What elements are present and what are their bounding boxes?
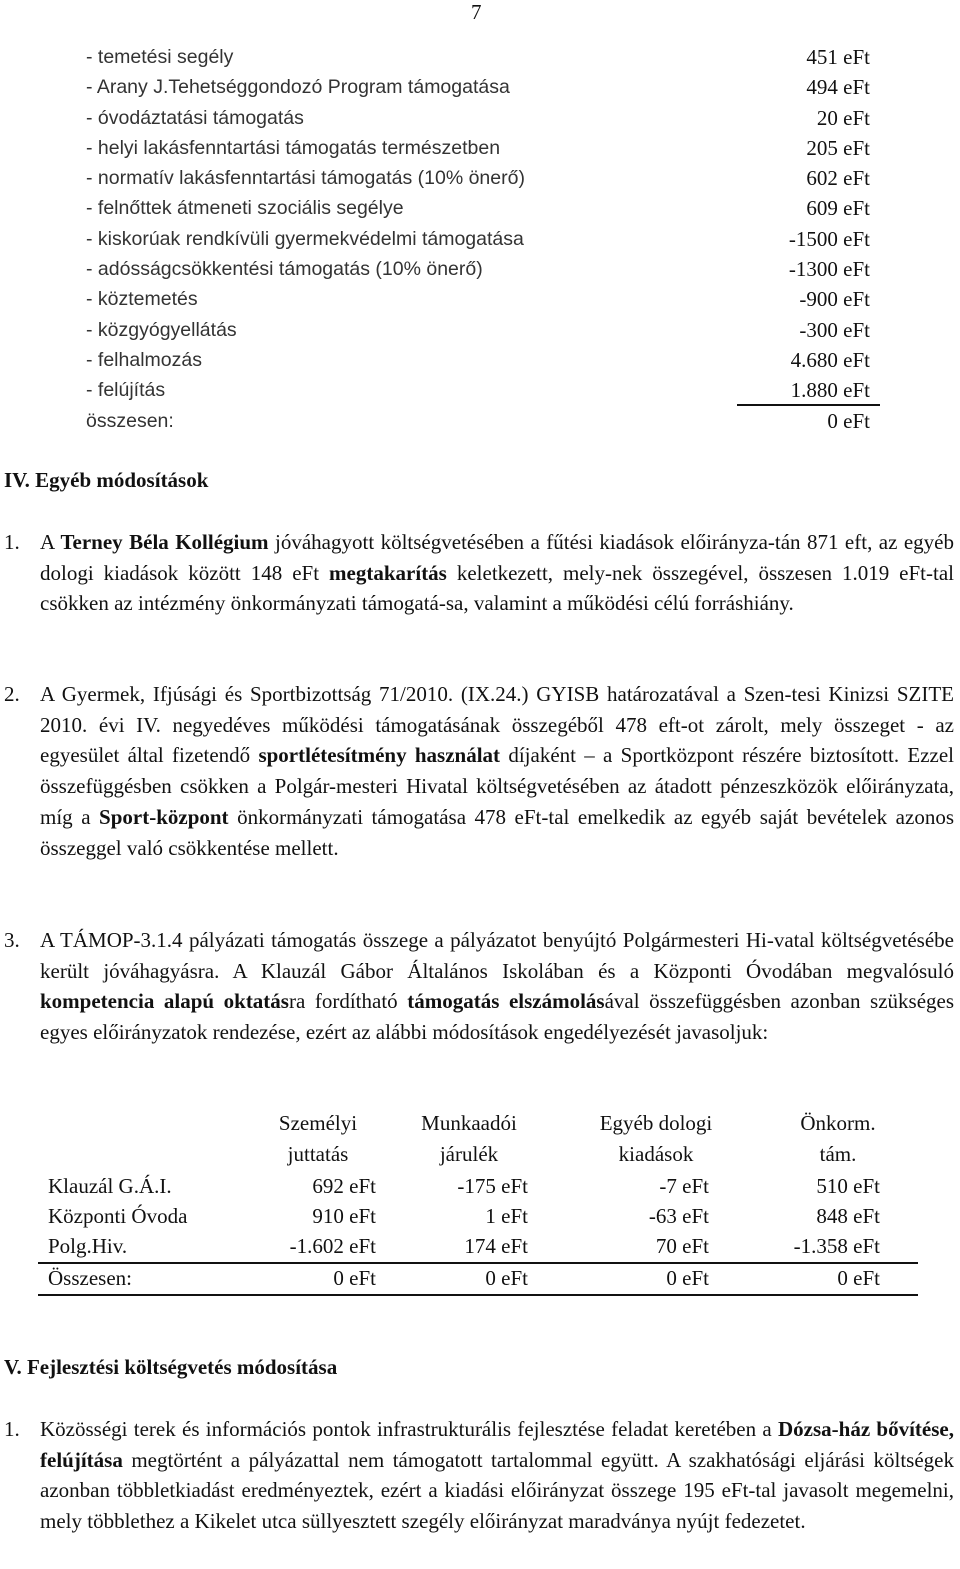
budget-item-value: -1500 eFt: [788, 226, 870, 251]
table-header-personal: [256, 1108, 380, 1170]
budget-item-row: [86, 163, 876, 193]
budget-item-label: - köztemetés: [86, 288, 198, 311]
header-line: járulék: [439, 1142, 499, 1166]
budget-item-label: - felnőttek átmeneti szociális segélye: [86, 197, 404, 220]
section-heading-v: V. Fejlesztési költségvetés módosítása: [4, 1355, 338, 1379]
budget-item-row: [86, 254, 876, 284]
budget-item-row: [86, 315, 876, 345]
budget-item-value: 609 eFt: [806, 196, 870, 221]
budget-item-row: [86, 406, 876, 436]
bold-text: sportlétesítmény használat: [258, 743, 501, 768]
table-cell: 174 eFt: [464, 1234, 528, 1258]
budget-item-label: - közgyógyellátás: [86, 318, 237, 341]
text: megtörtént a pályázattal nem támogatott tartalommal együtt. A szakhatósági eljárási költségek azonban többletkiadást eredményeztek, ezért a kiadási előirányzat összege 195 eFt-tal javasolt megemelni, mely többlethez a Kikelet utca süllyesztett szegély előirányzat maradványa nyújt fedezetet.: [40, 1447, 954, 1534]
budget-item-label: - normatív lakásfenntartási támogatás (10% önerő): [86, 167, 525, 190]
budget-item-row: [86, 345, 876, 375]
budget-item-value: 451 eFt: [806, 45, 870, 69]
budget-item-value: 494 eFt: [806, 75, 870, 100]
budget-item-row: [86, 375, 876, 405]
budget-item-label: - óvodáztatási támogatás: [86, 106, 304, 129]
table-header-municipal: [778, 1108, 898, 1170]
paragraph-number: 3.: [4, 928, 20, 952]
budget-item-row: [86, 72, 876, 102]
table-cell: -1.602 eFt: [289, 1234, 376, 1258]
paragraph-number: 1.: [4, 530, 20, 554]
budget-item-label: - felhalmozás: [86, 348, 202, 371]
table-cell: Polg.Hiv.: [48, 1234, 128, 1258]
budget-item-row: [86, 284, 876, 314]
bold-text: kompetencia alapú oktatás: [40, 989, 289, 1014]
table-rule: [38, 1294, 918, 1296]
table-cell: 910 eFt: [312, 1204, 376, 1228]
table-row: [38, 1171, 918, 1201]
paragraph-iv-2: [4, 679, 954, 863]
header-line: tám.: [819, 1142, 857, 1166]
text: keletkezett, mely-nek összegével, összesen 1.019 eFt-tal csökken az intézmény önkormányzati támogatá-sa, valamint a működési célú forráshiány.: [40, 560, 954, 616]
budget-item-value: -900 eFt: [799, 287, 870, 312]
table-row: [38, 1201, 918, 1231]
text: A: [40, 530, 61, 554]
table-cell: 510 eFt: [816, 1174, 880, 1198]
budget-item-label: - Arany J.Tehetséggondozó Program támogatása: [86, 76, 510, 99]
table-cell: 0 eFt: [837, 1266, 880, 1290]
paragraph-number: 1.: [4, 1417, 20, 1441]
budget-item-label: - adósságcsökkentési támogatás (10% önerő): [86, 258, 483, 281]
text: jóváhagyott költségvetésében a fűtési kiadások előirányza-tán 871 eft, az egyéb dologi kiadások között 148 eFt: [40, 530, 954, 585]
budget-item-label: - helyi lakásfenntartási támogatás természetben: [86, 136, 501, 159]
budget-item-value: 20 eFt: [816, 105, 870, 130]
table-cell: 0 eFt: [485, 1266, 528, 1290]
bold-text: támogatás elszámolás: [407, 989, 605, 1014]
bold-text: Terney Béla Kollégium: [60, 530, 269, 554]
budget-item-value: -300 eFt: [799, 317, 870, 342]
paragraph-iv-1: [4, 527, 954, 619]
header-line: Személyi: [278, 1111, 358, 1135]
header-line: Egyéb dologi: [599, 1111, 713, 1135]
text: díjaként – a Sportközpont részére biztosított. Ezzel összefüggésben csökken a Polgár-mesteri Hivatal költségvetésében az átadott pénzeszközök előirányzata, míg a: [40, 743, 954, 829]
budget-item-value: 4.680 eFt: [790, 347, 870, 372]
bold-text: Dózsa-ház bővítése, felújítása: [40, 1417, 954, 1472]
budget-item-row: [86, 224, 876, 254]
budget-item-label: - felújítás: [86, 379, 166, 402]
table-cell: -175 eFt: [457, 1174, 528, 1198]
bold-text: Sport-központ: [99, 804, 229, 829]
budget-item-row: [86, 42, 876, 72]
table-cell: Összesen:: [48, 1266, 132, 1290]
table-cell: Központi Óvoda: [48, 1204, 188, 1228]
text: ával összefüggésben azonban szükséges egyes előirányzatok rendezése, ezért az alábbi módosítások engedélyezését javasoljuk:: [40, 989, 955, 1045]
table-cell: 848 eFt: [816, 1204, 880, 1228]
text: önkormányzati támogatása 478 eFt-tal emelkedik az egyéb saját bevételek azonos összeggel való csökkentése mellett.: [40, 804, 954, 860]
budget-item-list: [86, 42, 876, 436]
table-header-other: [574, 1108, 738, 1170]
table-cell: Klauzál G.Á.I.: [48, 1174, 172, 1198]
table-cell: 1 eFt: [485, 1204, 528, 1228]
text: Közösségi terek és információs pontok infrastrukturális fejlesztése feladat keretében a: [40, 1417, 778, 1441]
table-cell: -7 eFt: [659, 1174, 709, 1198]
table-cell: -1.358 eFt: [793, 1234, 880, 1258]
table-cell: -63 eFt: [648, 1204, 709, 1228]
budget-item-value: 205 eFt: [806, 135, 870, 160]
header-line: Munkaadói: [421, 1111, 517, 1135]
table-cell: 0 eFt: [666, 1266, 709, 1290]
bold-text: megtakarítás: [329, 560, 447, 585]
budget-item-value: -1300 eFt: [788, 257, 870, 282]
budget-item-value: 1.880 eFt: [790, 378, 870, 403]
sum-underline: [737, 404, 880, 406]
table-total-row: [38, 1263, 918, 1293]
budget-item-label: összesen:: [86, 409, 174, 432]
table-cell: 692 eFt: [312, 1174, 376, 1198]
text: ra fordítható: [288, 989, 408, 1014]
budget-item-label: - kiskorúak rendkívüli gyermekvédelmi támogatása: [86, 227, 524, 250]
paragraph-iv-3: [4, 925, 955, 1048]
budget-item-row: [86, 193, 876, 223]
budget-item-label: - temetési segély: [86, 46, 234, 68]
paragraph-v-1: [4, 1414, 954, 1537]
table-cell: 0 eFt: [333, 1266, 376, 1290]
text: A TÁMOP-3.1.4 pályázati támogatás összege a pályázatot benyújtó Polgármesteri Hi-vatal költségvetésébe került jóváhagyásra. A Klauzál Gábor Általános Iskolában és a Központi Óvodában megvalósuló: [40, 928, 954, 983]
section-heading-iv: IV. Egyéb módosítások: [4, 468, 209, 492]
budget-item-value: 602 eFt: [806, 166, 870, 191]
budget-item-row: [86, 103, 876, 133]
table-cell: 70 eFt: [655, 1234, 709, 1258]
budget-item-value: 0 eFt: [827, 408, 870, 433]
page-number: 7: [471, 0, 482, 24]
paragraph-number: 2.: [4, 682, 20, 706]
table-header-employer: [400, 1108, 538, 1170]
budget-item-row: [86, 133, 876, 163]
text: A Gyermek, Ifjúsági és Sportbizottság 71/2010. (IX.24.) GYISB határozatával a Szen-tesi Kinizsi SZITE 2010. évi IV. negyedéves működési támogatásának összegéből 478 eft-ot zárolt, mely összeget - az egyesület által fizetendő: [40, 682, 954, 768]
table-row: [38, 1231, 918, 1261]
header-line: Önkorm.: [800, 1111, 876, 1135]
header-line: juttatás: [287, 1142, 349, 1166]
header-line: kiadások: [618, 1142, 694, 1166]
